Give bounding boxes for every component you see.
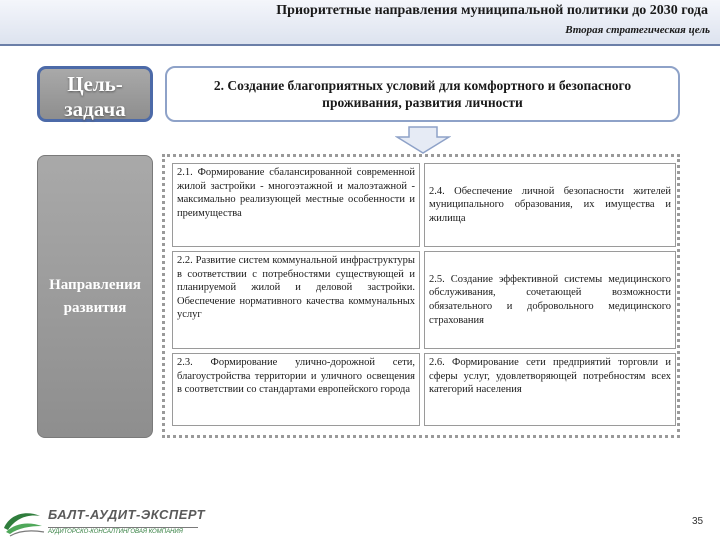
directions-grid <box>162 154 680 438</box>
direction-text: 2.1. Формирование сбалансированной современной жилой застройки - многоэтажной и малоэтажной - максимально реализующей местные особенности и преимущества <box>177 167 415 219</box>
slide-header <box>0 0 720 46</box>
direction-cell-2-5 <box>424 251 676 349</box>
slide-subtitle: Вторая стратегическая цель <box>565 24 710 36</box>
page-number: 35 <box>692 516 704 527</box>
company-logo-subtitle: АУДИТОРСКО-КОНСАЛТИНГОВАЯ КОМПАНИЯ <box>48 527 198 535</box>
direction-text: 2.3. Формирование улично-дорожной сети, благоустройства территории и уличного освещения в соответствии со стандартами европейского города <box>177 357 415 396</box>
direction-cell-2-2 <box>172 251 420 349</box>
company-logo-name: БАЛТ-АУДИТ-ЭКСПЕРТ <box>48 507 206 522</box>
directions-label-box <box>37 155 153 438</box>
direction-cell-2-6 <box>424 353 676 426</box>
direction-text: 2.2. Развитие систем коммунальной инфраструктуры в соответствии с потребностями существующей и планируемой жилой и деловой застройки. Обеспечение нормативного качества коммунальных услуг <box>177 255 415 321</box>
down-arrow-icon <box>395 126 451 154</box>
goal-label-box <box>37 66 153 122</box>
direction-text: 2.6. Формирование сети предприятий торговли и сферы услуг, удовлетворяющей потребностям всех категорий населения <box>429 357 671 396</box>
direction-cell-2-3 <box>172 353 420 426</box>
direction-text: 2.5. Создание эффективной системы медицинского обслуживания, сочетающей возможности обязательного и добровольного медицинского страхования <box>429 273 671 326</box>
goal-text-box <box>165 66 680 122</box>
direction-cell-2-4 <box>424 163 676 247</box>
goal-text: 2. Создание благоприятных условий для комфортного и безопасного проживания, развития личности <box>213 78 632 110</box>
direction-text: 2.4. Обеспечение личной безопасности жителей муниципального образования, их имущества и жилища <box>429 185 671 224</box>
direction-cell-2-1 <box>172 163 420 247</box>
directions-label-text: Направления развития <box>49 276 141 316</box>
goal-label-text: Цель-задача <box>64 72 126 121</box>
slide-title: Приоритетные направления муниципальной политики до 2030 года <box>276 3 708 18</box>
